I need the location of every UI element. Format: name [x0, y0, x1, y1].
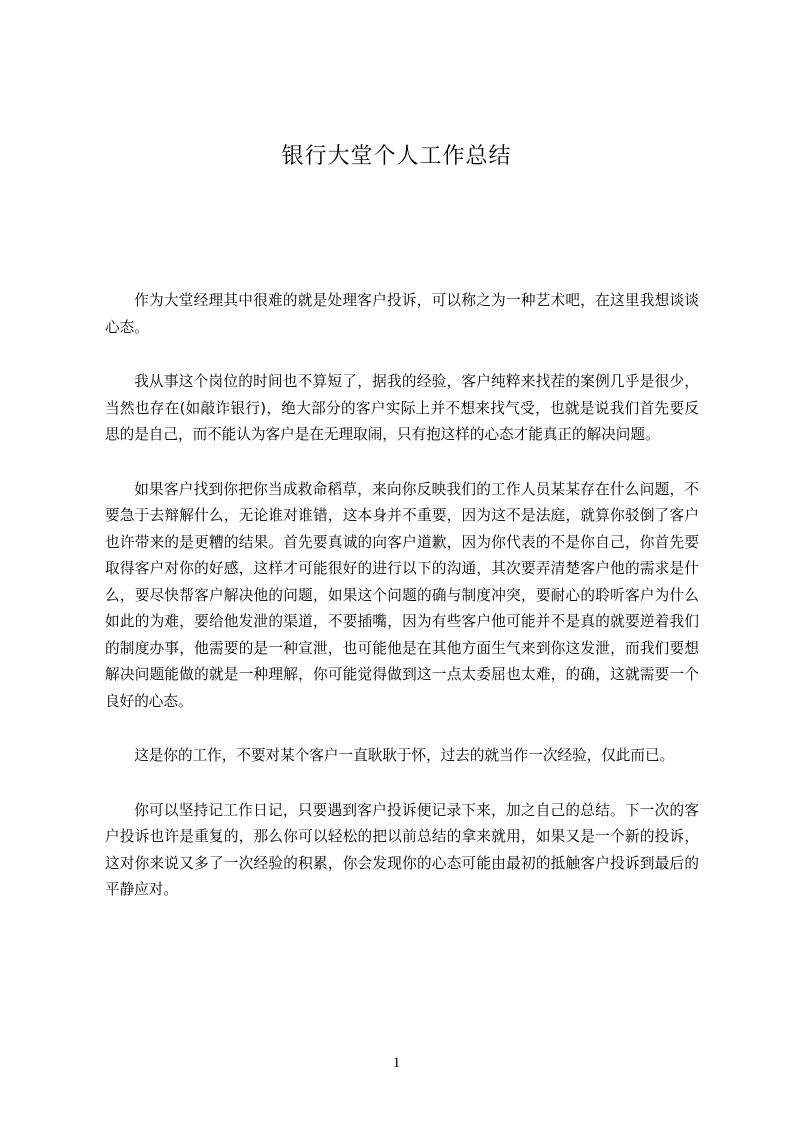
- document-title: 银行大堂个人工作总结: [281, 144, 512, 169]
- paragraph: 作为大堂经理其中很难的就是处理客户投诉，可以称之为一种艺术吧，在这里我想谈谈心态。: [105, 292, 699, 336]
- page-number: 1: [392, 1055, 401, 1071]
- paragraph: 你可以坚持记工作日记，只要遇到客户投诉便记录下来，加之自己的总结。下一次的客户投诉也许是重复的，那么你可以轻松的把以前总结的拿来就用，如果又是一个新的投诉，这对你来说又多了一次经验的积累，你会发现你的心态可能由最初的抵触客户投诉到最后的平静应对。: [105, 801, 699, 898]
- paragraph: 如果客户找到你把你当成救命稻草，来向你反映我们的工作人员某某存在什么问题，不要急于去辩解什么，无论谁对谁错，这本身并不重要，因为这不是法庭，就算你驳倒了客户也许带来的是更糟的结果。首先要真诚的向客户道歉，因为你代表的不是你自己，你首先要取得客户对你的好感，这样才可能很好的进行以下的沟通，其次要弄清楚客户他的需求是什么，要尽快帮客户解决他的问题，如果这个问题的确与制度冲突，要耐心的聆听客户为什么如此的为难，要给他发泄的渠道，不要插嘴，因为有些客户他可能并不是真的就要逆着我们的制度办事，他需要的是一种宣泄，也可能他是在其他方面生气来到你这发泄，而我们要想解决问题能做的就是一种理解，你可能觉得做到这一点太委屈也太难，的确，这就需要一个良好的心态。: [105, 480, 699, 710]
- paragraph: 我从事这个岗位的时间也不算短了，据我的经验，客户纯粹来找茬的案例几乎是很少，当然也存在(如敲诈银行)，绝大部分的客户实际上并不想来找气受，也就是说我们首先要反思的是自己，而不能认为客户是在无理取闹，只有抱这样的心态才能真正的解决问题。: [105, 373, 699, 443]
- paragraph: 这是你的工作，不要对某个客户一直耿耿于怀，过去的就当作一次经验，仅此而已。: [134, 747, 675, 764]
- document-body: [105, 288, 699, 932]
